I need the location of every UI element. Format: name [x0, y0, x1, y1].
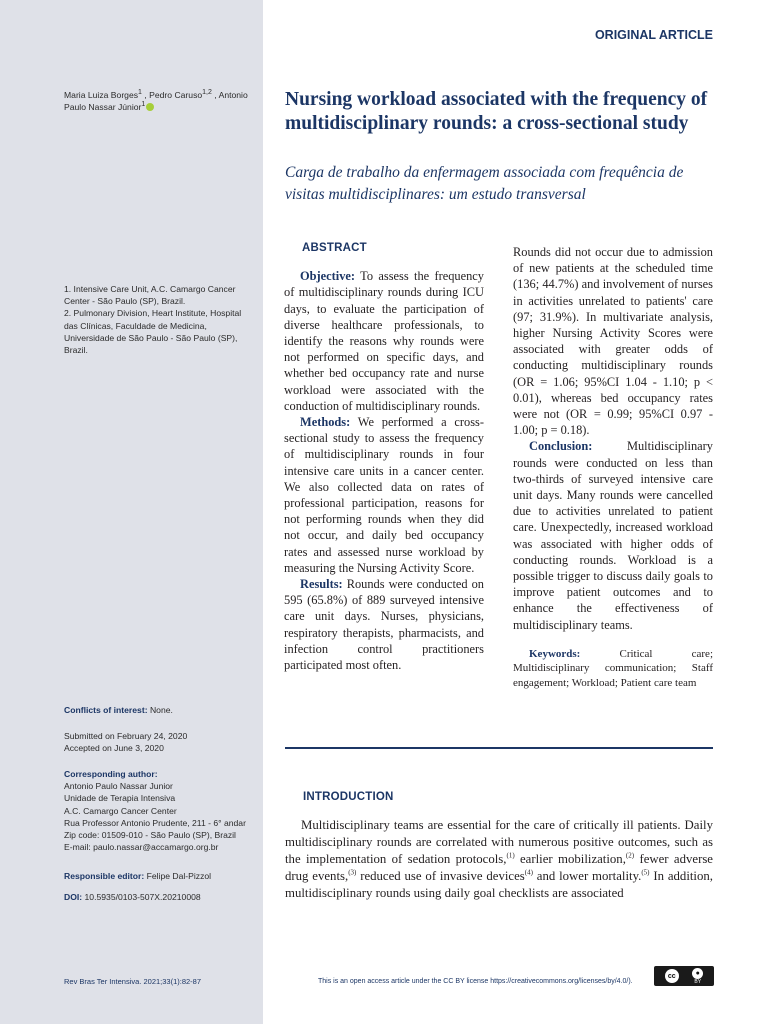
corr-line: Zip code: 01509-010 - São Paulo (SP), Brazil	[64, 830, 236, 841]
accepted-date: Accepted on June 3, 2020	[64, 743, 164, 754]
author-3: Antonio Paulo Nassar Júnior	[64, 90, 248, 113]
cc-icon: cc	[665, 969, 679, 983]
submitted-date: Submitted on February 24, 2020	[64, 731, 188, 741]
corresponding-author: Corresponding author: Antonio Paulo Nassar Junior Unidade de Terapia Intensiva A.C. Camargo Cancer Center Rua Professor Antonio Prudente, 211 - 6° andar Zip code: 01509-010 - São Paulo (SP), Brazil E-mail: paulo.nassar@accamargo.org.br	[64, 768, 249, 853]
section-divider	[285, 747, 713, 749]
abstract-column-2	[513, 244, 713, 690]
abstract-methods: Methods: We performed a cross-sectional study to assess the frequency of multidisciplinary rounds in four intensive care units in a cancer center. We also collected data on rates of professional participation, reasons for not performing rounds when they did not occur, and daily bed occupancy rates and assessed nurse workload by measuring the Nursing Activity Score.	[284, 415, 484, 575]
corr-line: Rua Professor Antonio Prudente, 211 - 6° andar	[64, 817, 246, 828]
citation[interactable]: (5)	[641, 868, 650, 877]
author-list: Maria Luiza Borges$^1$ , Pedro Caruso$^{1,2}$ , Antonio Paulo Nassar Júnior$^1$	[64, 89, 248, 113]
attribution-icon: ●	[692, 968, 703, 979]
author-2-affil: 1,2	[202, 89, 212, 97]
introduction-heading: INTRODUCTION	[303, 791, 394, 803]
citation[interactable]: (4)	[524, 868, 533, 877]
license-text[interactable]: This is an open access article under the CC BY license https://creativecommons.org/licenses/by/4.0/).	[318, 978, 633, 985]
affiliation-1: 1. Intensive Care Unit, A.C. Camargo Cancer Center - São Paulo (SP), Brazil.	[64, 284, 236, 307]
author-3-affil: 1	[141, 101, 146, 109]
abstract-heading: ABSTRACT	[302, 242, 367, 254]
abstract-keywords: Keywords: Critical care; Multidisciplinary communication; Staff engagement; Workload; Patient care team	[513, 647, 713, 689]
abstract-results: Results: Rounds were conducted on 595 (65.8%) of 889 surveyed intensive care unit days. Nurses, physicians, respiratory therapists, pharmacists, and infection control practitioners participated most often.	[284, 577, 484, 673]
introduction-body: Multidisciplinary teams are essential for the care of critically ill patients. Daily multidisciplinary rounds are correlated with numerous positive outcomes, such as the implementation of sedation protocols,$^{(1)}$ earlier mobilization,$^{(2)}$ fewer adverse drug events,$^{(3)}$ reduced use of invasive devices$^{(4)}$ and lower mortality.$^{(5)}$ In addition, multidisciplinary rounds using daily goal checklists are associated	[285, 818, 713, 900]
article-title: Nursing workload associated with the frequency of multidisciplinary rounds: a cross-sectional study	[285, 89, 708, 134]
abstract-objective: Objective: To assess the frequency of multidisciplinary rounds during ICU days, to evaluate the participation of diverse healthcare professionals, to identify the reasons why rounds were not performed on specific days, and whether bed occupancy rate and nurse workload were associated with the conduction of multidisciplinary rounds.	[284, 269, 484, 413]
doi-link[interactable]: 10.5935/0103-507X.20210008	[84, 892, 201, 902]
corr-line: Unidade de Terapia Intensiva	[64, 793, 176, 804]
conflicts-of-interest: Conflicts of interest: None.	[64, 705, 173, 715]
journal-citation: Rev Bras Ter Intensiva. 2021;33(1):82-87	[64, 977, 202, 986]
corr-line: Antonio Paulo Nassar Junior	[64, 781, 173, 792]
author-1: Maria Luiza Borges	[64, 90, 139, 100]
abstract-column-1	[284, 240, 484, 673]
abstract-results-cont: Rounds did not occur due to admission of new patients at the scheduled time (136; 44.7%) and involvement of nurses in activities unrelated to patients' care (97; 31.9%). In multivariate analysis, higher Nursing Activity Scores were associated with greater odds of conducting multidisciplinary rounds (OR = 1.06; 95%CI 1.04 - 1.10; p < 0.01), whereas bed occupancy rates were not (OR = 0.99; 95%CI 0.97 - 1.00; p = 0.18).	[513, 245, 713, 438]
corr-email[interactable]: E-mail: paulo.nassar@accamargo.org.br	[64, 842, 219, 853]
orcid-icon[interactable]	[146, 103, 154, 111]
cc-by-license-icon[interactable]	[654, 966, 714, 986]
submission-dates	[64, 730, 249, 754]
author-2: Pedro Caruso	[149, 90, 203, 100]
citation[interactable]: (2)	[625, 851, 635, 860]
article-type: ORIGINAL ARTICLE	[594, 28, 713, 42]
affiliation-2: 2. Pulmonary Division, Heart Institute, Hospital das Clínicas, Faculdade de Medicina, Universidade de São Paulo - São Paulo (SP), Brazil.	[64, 308, 242, 356]
abstract-conclusion: Conclusion: Multidisciplinary rounds were conducted on less than two-thirds of surveyed intensive care unit days. Many rounds were cancelled due to activities unrelated to patient care. Unexpectedly, increased workload was associated with higher odds of conducting rounds. Workload is a possible trigger to discuss daily goals to improve patient outcomes and to enhance the effectiveness of multidisciplinary teams.	[513, 439, 713, 632]
article-subtitle: Carga de trabalho da enfermagem associada com frequência de visitas multidisciplinares: um estudo transversal	[285, 164, 684, 203]
doi: DOI: 10.5935/0103-507X.20210008	[64, 892, 201, 902]
responsible-editor: Responsible editor: Felipe Dal-Pizzol	[64, 871, 212, 881]
citation[interactable]: (1)	[506, 851, 515, 860]
affiliations	[64, 283, 249, 356]
by-label: BY	[694, 978, 702, 985]
author-1-affil: 1	[138, 89, 142, 97]
citation[interactable]: (3)	[348, 868, 357, 877]
corr-line: A.C. Camargo Cancer Center	[64, 805, 177, 816]
